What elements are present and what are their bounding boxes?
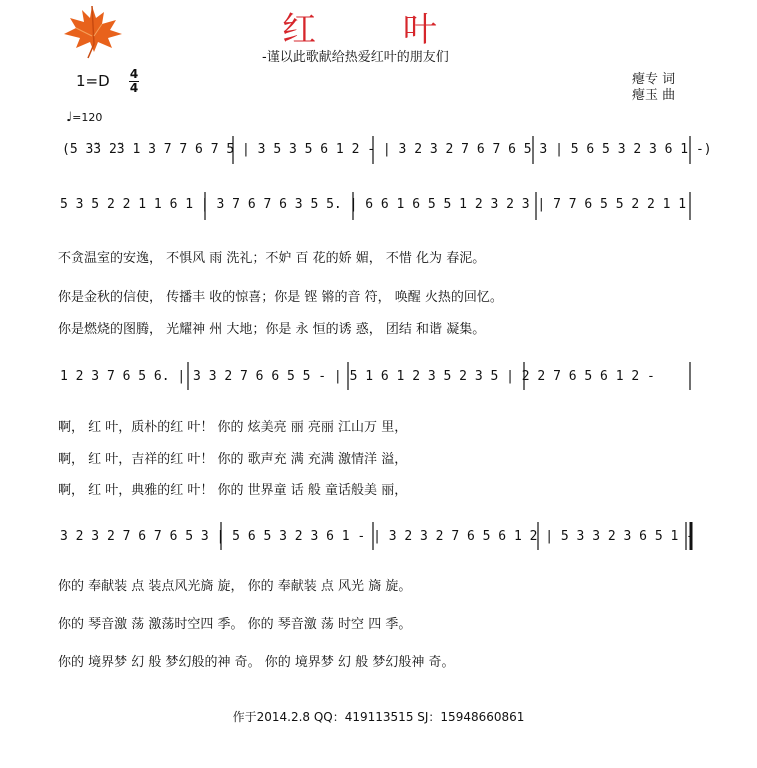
lyric-line: 你是燃烧的图腾， 光耀神 州 大地；你是 永 恒的诱 惑， 团结 和谐 凝集。 xyxy=(58,322,486,337)
score-line-3: 1 2 3 7 6 5 6. | 3 3 2 7 6 6 5 5 - | 5 1 6 1 2 3 5 2 3 5 | 2 2 7 6 5 6 1 2 - xyxy=(60,369,655,384)
lyric-line: 你的 琴音激 荡 激荡时空四 季。 你的 琴音激 荡 时空 四 季。 xyxy=(58,617,412,632)
dedication-subtitle: -谨以此歌献给热爱红叶的朋友们 xyxy=(262,50,449,65)
time-signature-top: 4 xyxy=(129,67,139,81)
time-signature-bottom: 4 xyxy=(129,81,139,95)
lyricist-credit: 瘪专 词 xyxy=(632,72,676,87)
lyric-line: 啊， 红 叶，典雅的红 叶！ 你的 世界童 话 般 童话般美 丽， xyxy=(58,483,408,498)
lyric-line: 啊， 红 叶，质朴的红 叶！ 你的 炫美亮 丽 亮丽 江山万 里， xyxy=(58,420,408,435)
lyric-line: 你的 奉献装 点 装点风光旖 旋， 你的 奉献装 点 风光 旖 旋。 xyxy=(58,579,412,594)
quarter-note-icon: ♩ xyxy=(66,110,73,125)
score-line-1: (5 3̃3 2̃3 1 3 7 7 6 7 5 | 3 5 3 5 6 1 2 - | 3 2 3 2 7 6 7 6 5 3 | 5 6 5 3 2 3 6 1 -) xyxy=(62,142,712,157)
song-title: 红 叶 xyxy=(282,10,475,50)
score-line-2: 5 3 5 2 2 1 1 6 1 | 3 7 6 7 6 3 5 5. | 6 6 1 6 5 5 1 2 3 2 3 | 7 7 6 5 5 2 2 1 1 xyxy=(60,197,687,212)
score-line-4: 3 2 3 2 7 6 7 6 5 3 | 5 6 5 3 2 3 6 1 - | 3 2 3 2 7 6 5 6 1 2 | 5 3 3 2 3 6 5 1 - xyxy=(60,529,694,544)
lyric-line: 你的 境界梦 幻 般 梦幻般的神 奇。 你的 境界梦 幻 般 梦幻般神 奇。 xyxy=(58,655,455,670)
lyric-line: 啊， 红 叶，吉祥的红 叶！ 你的 歌声充 满 充满 激情洋 溢， xyxy=(58,452,408,467)
composer-credit: 瘪玉 曲 xyxy=(632,88,676,103)
tempo-value: =120 xyxy=(72,111,103,124)
lyric-line: 不贪温室的安逸， 不惧风 雨 洗礼；不妒 百 花的娇 媚， 不惜 化为 春泥。 xyxy=(58,251,486,266)
key-signature: 1=D xyxy=(76,72,110,90)
lyric-line: 你是金秋的信使， 传播丰 收的惊喜；你是 铿 锵的音 符， 唤醒 火热的回忆。 xyxy=(58,290,503,305)
footer-contact: 作于2014.2.8 QQ：419113515 SJ：15948660861 xyxy=(232,710,525,724)
